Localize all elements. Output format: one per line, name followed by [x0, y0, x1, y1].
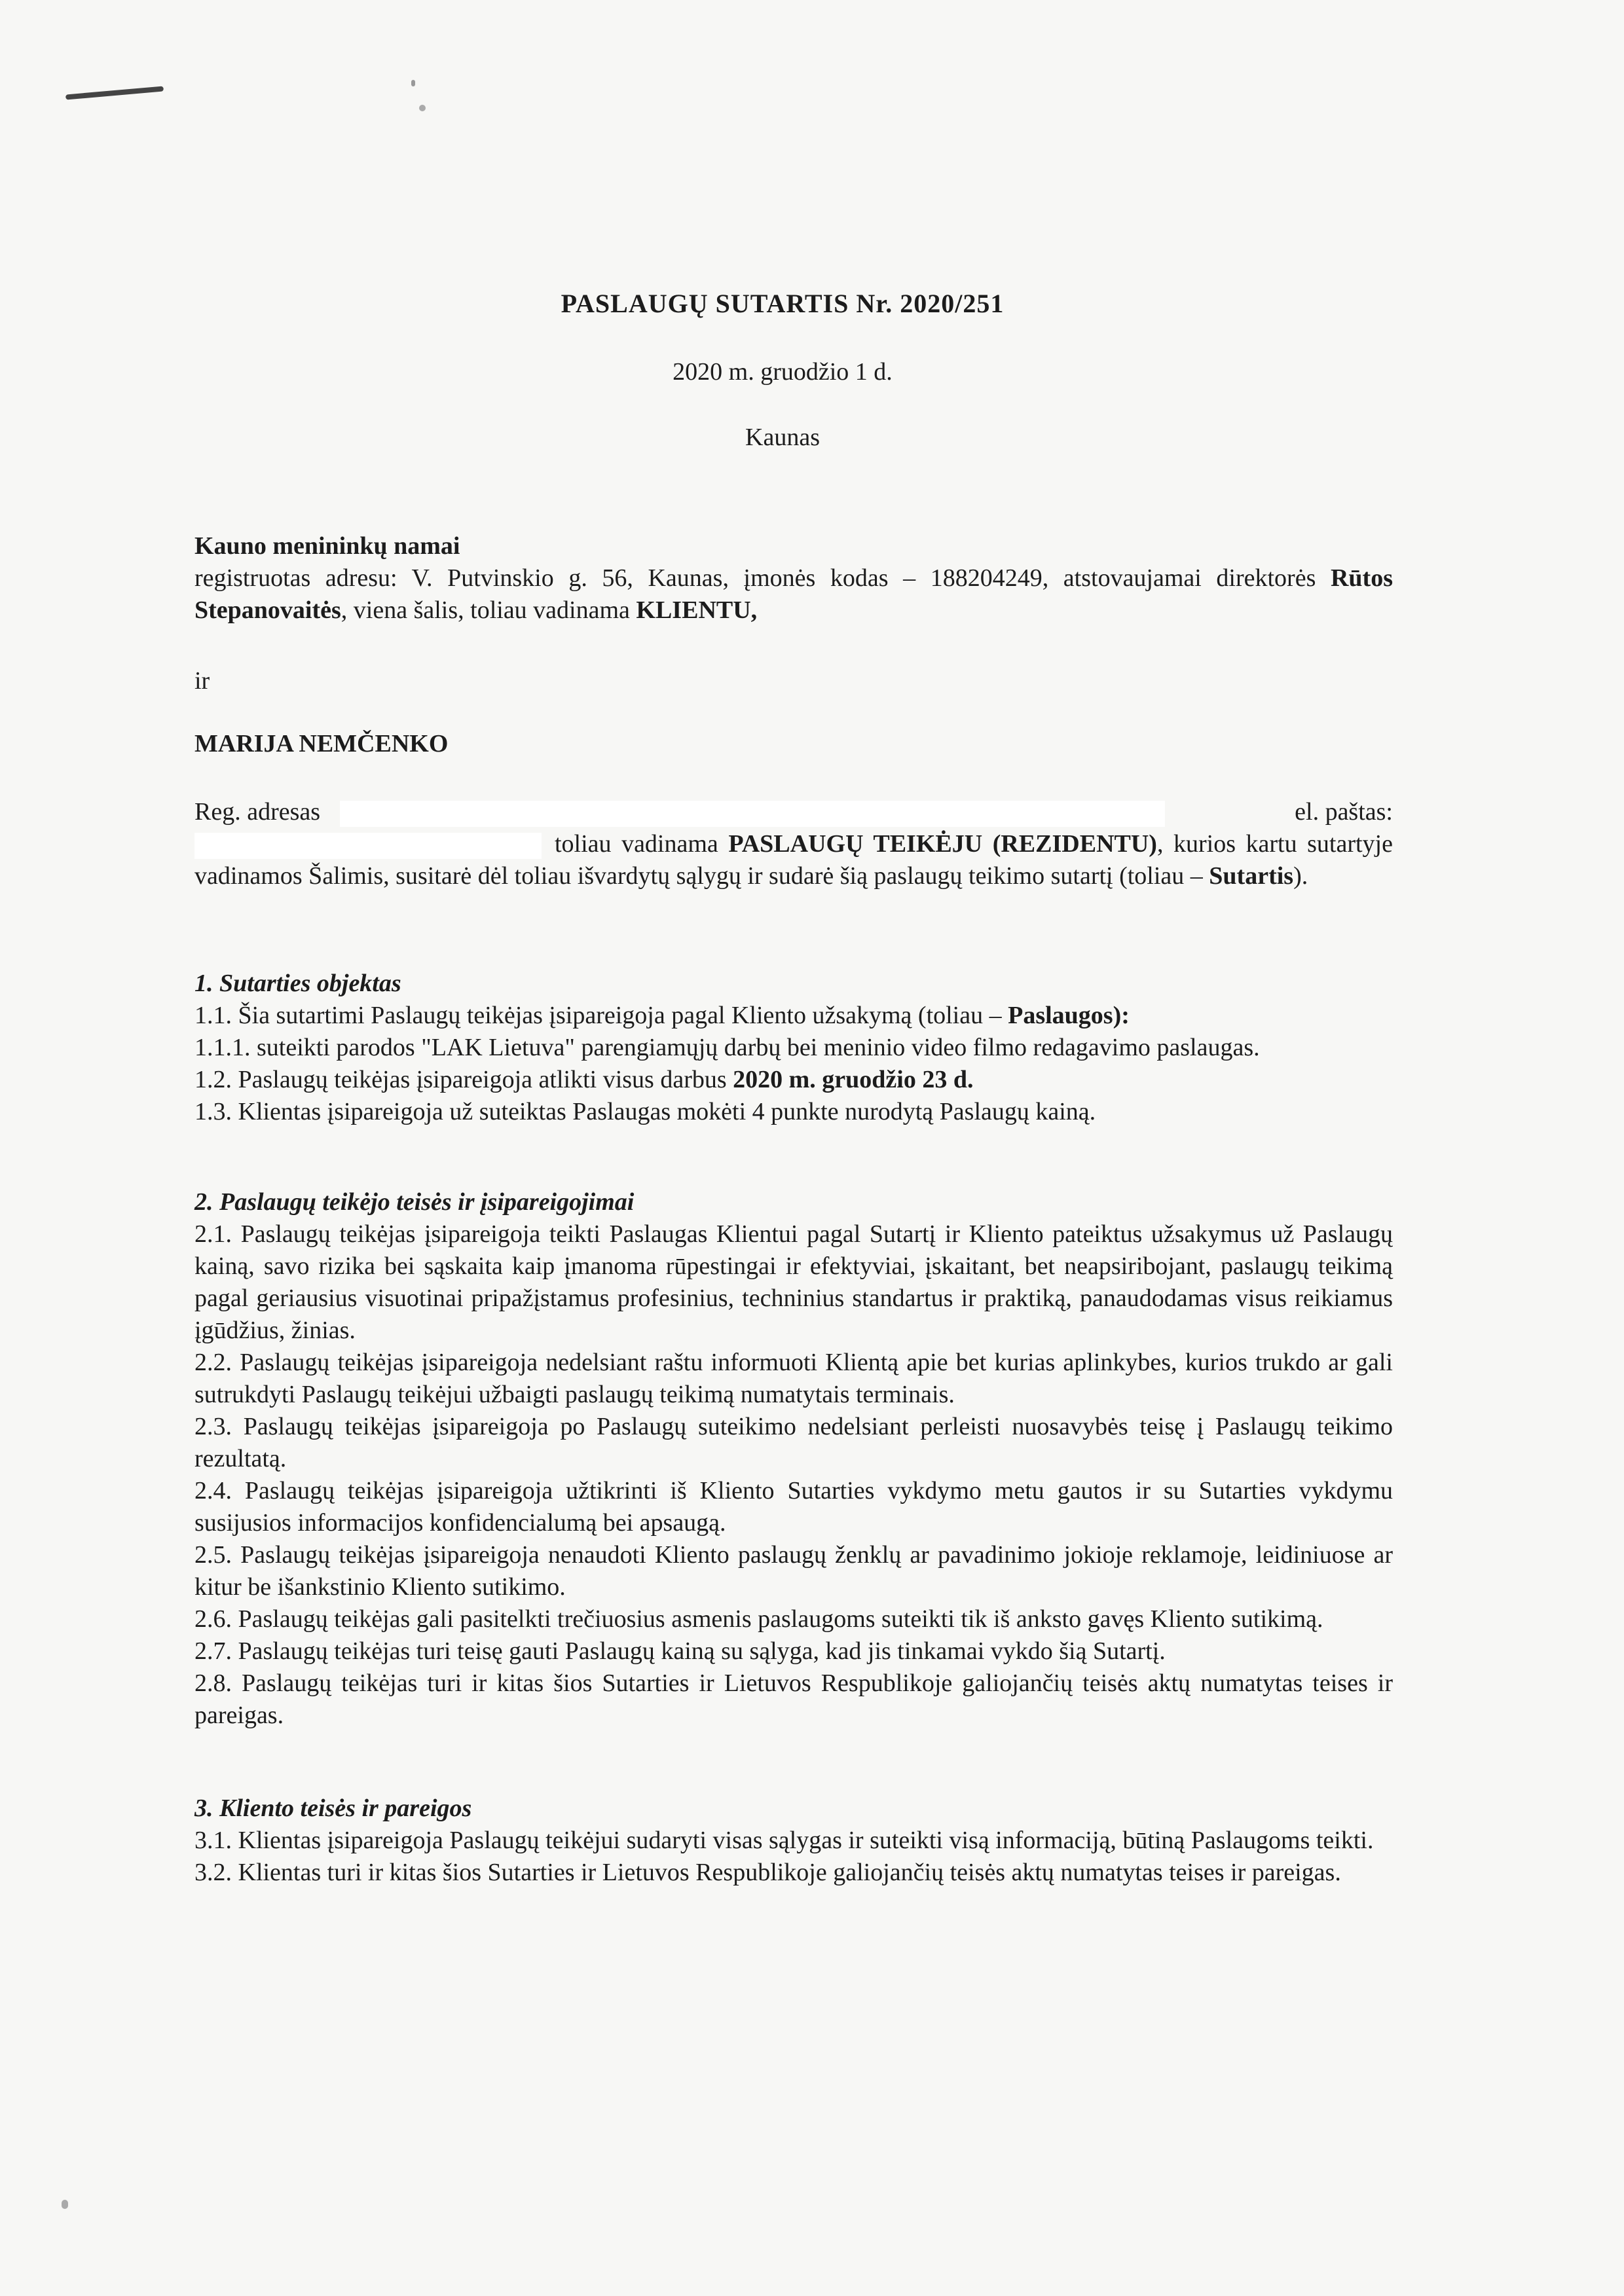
reg-address-label: Reg. adresas	[194, 798, 321, 826]
clause-2-8: 2.8. Paslaugų teikėjas turi ir kitas šios Sutarties ir Lietuvos Respublikoje galiojančių teisės aktų numatytas teises ir pareigas.	[194, 1669, 1393, 1729]
provider-role-text: , kurios kartu sutartyje vadinamos Šalimis, susitarė dėl toliau išvardytų sąlygų ir sudarė šią paslaugų teikimo sutartį (toliau –	[194, 830, 1393, 890]
scan-speck	[411, 80, 415, 86]
section-heading: 1. Sutarties objektas	[194, 970, 401, 997]
redacted-address	[340, 801, 1165, 827]
clause-1-1-1: 1.1.1. suteikti parodos "LAK Lietuva" parengiamųjų darbų bei meninio video filmo redagavimo paslaugas.	[194, 1034, 1260, 1061]
clause-2-7: 2.7. Paslaugų teikėjas turi teisę gauti Paslaugų kainą su sąlyga, kad jis tinkamai vykdo šią Sutartį.	[194, 1637, 1166, 1665]
provider-role-line	[194, 828, 1393, 892]
client-name: Kauno menininkų namai	[194, 532, 460, 560]
scan-speck	[62, 2200, 68, 2209]
clause-2-5: 2.5. Paslaugų teikėjas įsipareigoja nenaudoti Kliento paslaugų ženklų ar pavadinimo jokioje reklamoje, leidiniuose ar kitur be išankstinio Kliento sutikimo.	[194, 1541, 1393, 1601]
clause-1-2	[194, 1064, 1393, 1096]
redacted-email	[194, 833, 542, 859]
client-address-text: registruotas adresu: V. Putvinskio g. 56, Kaunas, įmonės kodas – 188204249, atstovaujamai direktorės	[194, 564, 1316, 592]
clause-term: Paslaugos):	[1008, 1002, 1130, 1029]
client-role: KLIENTU,	[636, 596, 758, 624]
provider-reg-line	[194, 796, 1393, 828]
clause-2-1: 2.1. Paslaugų teikėjas įsipareigoja teikti Paslaugas Klientui pagal Sutartį ir Kliento pateiktus užsakymus už Paslaugų kainą, savo rizika bei sąskaita kaip įmanoma rūpestingai ir efektyviai, įskaitant, bet neapsiribojant, paslaugų teikimą pagal geriausius visuotinai pripažįstamus profesinius, techninius standartus ir praktiką, panaudodamas visus reikiamus įgūdžius, žinias.	[194, 1220, 1393, 1344]
provider-details	[194, 796, 1393, 892]
provider-role-intro: toliau vadinama	[555, 830, 729, 858]
contract-city: Kaunas	[745, 424, 820, 451]
section-heading: 2. Paslaugų teikėjo teisės ir įsipareigojimai	[194, 1188, 635, 1216]
clause-text: 1.1. Šia sutartimi Paslaugų teikėjas įsipareigoja pagal Kliento užsakymą (toliau –	[194, 1002, 1008, 1029]
contract-date: 2020 m. gruodžio 1 d.	[673, 358, 893, 386]
client-representative: Rūtos Stepanovaitės	[194, 564, 1393, 624]
clause-3-2: 3.2. Klientas turi ir kitas šios Sutarties ir Lietuvos Respublikoje galiojančių teisės aktų numatytas teises ir pareigas.	[194, 1859, 1341, 1886]
clause-text: 1.2. Paslaugų teikėjas įsipareigoja atlikti visus darbus	[194, 1066, 733, 1093]
scan-pen-mark	[65, 86, 164, 100]
clause-1-3: 1.3. Klientas įsipareigoja už suteiktas Paslaugas mokėti 4 punkte nurodytą Paslaugų kainą.	[194, 1098, 1096, 1125]
client-role-intro: , viena šalis, toliau vadinama	[341, 596, 637, 624]
clause-1-1	[194, 1000, 1393, 1032]
provider-role-end: ).	[1293, 862, 1308, 890]
clause-2-3: 2.3. Paslaugų teikėjas įsipareigoja po Paslaugų suteikimo nedelsiant perleisti nuosavybės teisę į Paslaugų teikimo rezultatą.	[194, 1413, 1393, 1472]
conjunction: ir	[194, 667, 210, 695]
clause-2-6: 2.6. Paslaugų teikėjas gali pasitelkti trečiuosius asmenis paslaugoms suteikti tik iš anksto gavęs Kliento sutikimą.	[194, 1605, 1323, 1633]
contract-term: Sutartis	[1209, 862, 1294, 890]
section-3	[194, 1793, 1393, 1889]
email-label: el. paštas:	[1295, 798, 1393, 826]
section-heading: 3. Kliento teisės ir pareigos	[194, 1795, 472, 1822]
provider-block	[194, 728, 1393, 760]
provider-name: MARIJA NEMČENKO	[194, 730, 449, 757]
provider-role: PASLAUGŲ TEIKĖJU (REZIDENTU)	[728, 830, 1157, 858]
clause-3-1: 3.1. Klientas įsipareigoja Paslaugų teikėjui sudaryti visas sąlygas ir suteikti visą informaciją, būtiną Paslaugoms teikti.	[194, 1827, 1374, 1854]
scan-speck	[419, 105, 426, 111]
contract-title: PASLAUGŲ SUTARTIS Nr. 2020/251	[561, 289, 1005, 318]
section-1	[194, 968, 1393, 1128]
clause-2-2: 2.2. Paslaugų teikėjas įsipareigoja nedelsiant raštu informuoti Klientą apie bet kurias aplinkybes, kurios trukdo ar gali sutrukdyti Paslaugų teikėjui užbaigti paslaugų teikimą numatytais terminais.	[194, 1349, 1393, 1408]
section-2	[194, 1186, 1393, 1732]
client-address-line	[194, 562, 1393, 627]
deadline-date: 2020 m. gruodžio 23 d.	[733, 1066, 974, 1093]
clause-2-4: 2.4. Paslaugų teikėjas įsipareigoja užtikrinti iš Kliento Sutarties vykdymo metu gautos ir su Sutarties vykdymu susijusios informacijos konfidencialumą bei apsaugą.	[194, 1477, 1393, 1537]
client-block	[194, 530, 1393, 627]
